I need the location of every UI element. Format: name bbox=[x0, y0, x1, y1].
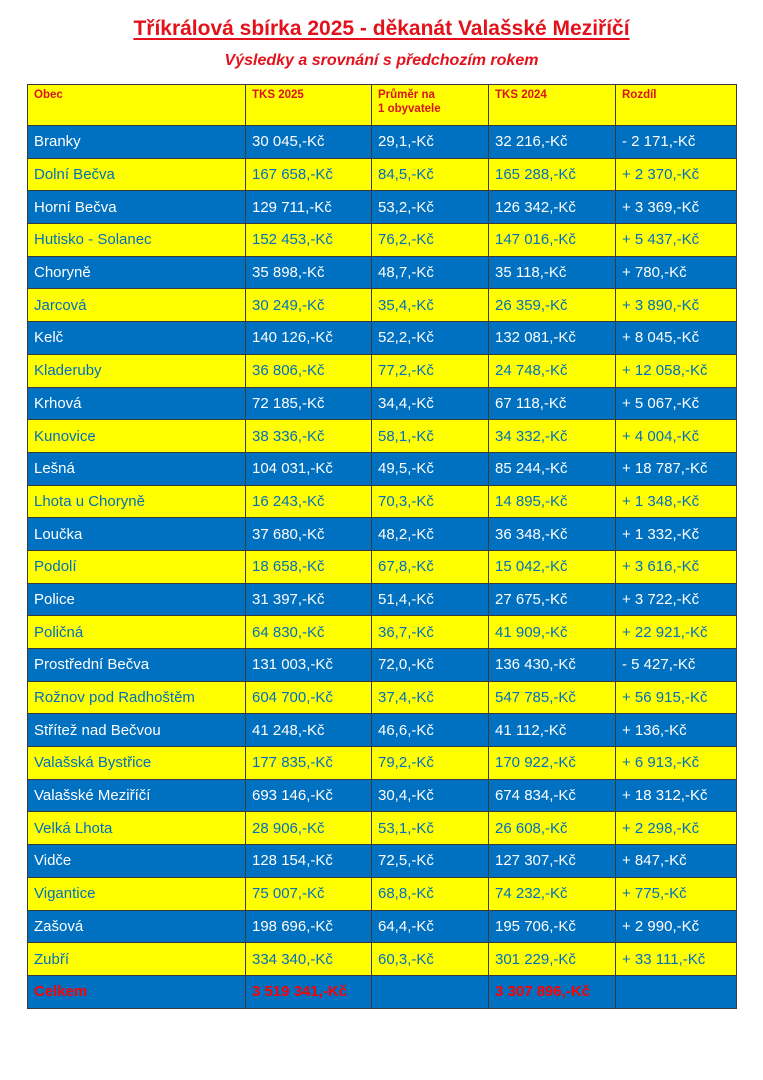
cell-prumer: 52,2,-Kč bbox=[372, 322, 489, 355]
header-rozdil: Rozdíl bbox=[616, 85, 737, 126]
cell-tks-2025: 38 336,-Kč bbox=[246, 420, 372, 453]
table-row bbox=[28, 681, 737, 714]
cell-rozdil: + 8 045,-Kč bbox=[616, 322, 737, 355]
cell-prumer: 48,2,-Kč bbox=[372, 518, 489, 551]
header-tks-2024: TKS 2024 bbox=[489, 85, 616, 126]
table-row bbox=[28, 649, 737, 682]
cell-obec: Podolí bbox=[28, 550, 246, 583]
table-body bbox=[28, 126, 737, 1009]
cell-obec: Valašské Meziříčí bbox=[28, 779, 246, 812]
cell-prumer: 67,8,-Kč bbox=[372, 550, 489, 583]
cell-obec: Valašská Bystřice bbox=[28, 747, 246, 780]
header-prumer: Průměr na 1 obyvatele bbox=[372, 85, 489, 126]
cell-tks-2025: 16 243,-Kč bbox=[246, 485, 372, 518]
cell-obec: Loučka bbox=[28, 518, 246, 551]
cell-tks-2025: 604 700,-Kč bbox=[246, 681, 372, 714]
cell-tks-2025: 30 045,-Kč bbox=[246, 126, 372, 159]
cell-tks-2025: 177 835,-Kč bbox=[246, 747, 372, 780]
cell-obec: Střítež nad Bečvou bbox=[28, 714, 246, 747]
cell-tks-2025: 131 003,-Kč bbox=[246, 649, 372, 682]
page-title: Tříkrálová sbírka 2025 - děkanát Valašské Meziříčí bbox=[133, 17, 630, 40]
cell-rozdil: + 3 616,-Kč bbox=[616, 550, 737, 583]
cell-tks-2025: 140 126,-Kč bbox=[246, 322, 372, 355]
cell-tks-2024: 41 112,-Kč bbox=[489, 714, 616, 747]
cell-rozdil: - 5 427,-Kč bbox=[616, 649, 737, 682]
cell-tks-2024: 301 229,-Kč bbox=[489, 943, 616, 976]
cell-rozdil: + 3 369,-Kč bbox=[616, 191, 737, 224]
cell-tks-2025: 64 830,-Kč bbox=[246, 616, 372, 649]
cell-rozdil: + 56 915,-Kč bbox=[616, 681, 737, 714]
cell-prumer: 34,4,-Kč bbox=[372, 387, 489, 420]
cell-rozdil: - 2 171,-Kč bbox=[616, 126, 737, 159]
cell-tks-2024: 132 081,-Kč bbox=[489, 322, 616, 355]
table-row bbox=[28, 845, 737, 878]
cell-obec: Kladeruby bbox=[28, 354, 246, 387]
cell-tks-2025: 129 711,-Kč bbox=[246, 191, 372, 224]
cell-obec: Kelč bbox=[28, 322, 246, 355]
cell-rozdil: + 2 370,-Kč bbox=[616, 158, 737, 191]
cell-rozdil: + 136,-Kč bbox=[616, 714, 737, 747]
cell-tks-2025: 35 898,-Kč bbox=[246, 256, 372, 289]
cell-prumer: 53,2,-Kč bbox=[372, 191, 489, 224]
cell-prumer: 79,2,-Kč bbox=[372, 747, 489, 780]
cell-obec: Lhota u Choryně bbox=[28, 485, 246, 518]
cell-rozdil: + 1 332,-Kč bbox=[616, 518, 737, 551]
cell-rozdil: + 4 004,-Kč bbox=[616, 420, 737, 453]
cell-tks-2024: 74 232,-Kč bbox=[489, 877, 616, 910]
cell-prumer: 53,1,-Kč bbox=[372, 812, 489, 845]
cell-obec: Krhová bbox=[28, 387, 246, 420]
cell-tks-2024: 34 332,-Kč bbox=[489, 420, 616, 453]
cell-obec: Poličná bbox=[28, 616, 246, 649]
table-row bbox=[28, 322, 737, 355]
cell-rozdil: + 18 787,-Kč bbox=[616, 452, 737, 485]
cell-obec: Vigantice bbox=[28, 877, 246, 910]
total-cell-rozdil bbox=[616, 975, 737, 1008]
cell-tks-2025: 72 185,-Kč bbox=[246, 387, 372, 420]
total-cell-obec: Celkem bbox=[28, 975, 246, 1008]
table-row bbox=[28, 518, 737, 551]
table-row bbox=[28, 550, 737, 583]
cell-obec: Zubří bbox=[28, 943, 246, 976]
cell-obec: Velká Lhota bbox=[28, 812, 246, 845]
cell-tks-2025: 334 340,-Kč bbox=[246, 943, 372, 976]
cell-rozdil: + 33 111,-Kč bbox=[616, 943, 737, 976]
table-row bbox=[28, 224, 737, 257]
total-cell-prumer bbox=[372, 975, 489, 1008]
cell-obec: Lešná bbox=[28, 452, 246, 485]
cell-tks-2025: 30 249,-Kč bbox=[246, 289, 372, 322]
cell-rozdil: + 22 921,-Kč bbox=[616, 616, 737, 649]
cell-rozdil: + 1 348,-Kč bbox=[616, 485, 737, 518]
table-row bbox=[28, 583, 737, 616]
cell-tks-2025: 152 453,-Kč bbox=[246, 224, 372, 257]
cell-prumer: 76,2,-Kč bbox=[372, 224, 489, 257]
cell-tks-2024: 14 895,-Kč bbox=[489, 485, 616, 518]
cell-prumer: 60,3,-Kč bbox=[372, 943, 489, 976]
cell-tks-2024: 67 118,-Kč bbox=[489, 387, 616, 420]
cell-obec: Horní Bečva bbox=[28, 191, 246, 224]
cell-rozdil: + 5 437,-Kč bbox=[616, 224, 737, 257]
cell-prumer: 72,0,-Kč bbox=[372, 649, 489, 682]
cell-rozdil: + 3 890,-Kč bbox=[616, 289, 737, 322]
cell-tks-2025: 41 248,-Kč bbox=[246, 714, 372, 747]
cell-tks-2024: 147 016,-Kč bbox=[489, 224, 616, 257]
page-subtitle: Výsledky a srovnání s předchozím rokem bbox=[224, 52, 539, 69]
table-row bbox=[28, 420, 737, 453]
table-row bbox=[28, 354, 737, 387]
cell-obec: Police bbox=[28, 583, 246, 616]
cell-prumer: 70,3,-Kč bbox=[372, 485, 489, 518]
header-obec: Obec bbox=[28, 85, 246, 126]
cell-prumer: 35,4,-Kč bbox=[372, 289, 489, 322]
cell-tks-2024: 195 706,-Kč bbox=[489, 910, 616, 943]
cell-prumer: 30,4,-Kč bbox=[372, 779, 489, 812]
cell-prumer: 51,4,-Kč bbox=[372, 583, 489, 616]
cell-tks-2025: 31 397,-Kč bbox=[246, 583, 372, 616]
cell-prumer: 77,2,-Kč bbox=[372, 354, 489, 387]
cell-tks-2024: 27 675,-Kč bbox=[489, 583, 616, 616]
cell-rozdil: + 5 067,-Kč bbox=[616, 387, 737, 420]
cell-prumer: 46,6,-Kč bbox=[372, 714, 489, 747]
cell-tks-2024: 674 834,-Kč bbox=[489, 779, 616, 812]
table-row bbox=[28, 485, 737, 518]
table-row bbox=[28, 126, 737, 159]
cell-obec: Zašová bbox=[28, 910, 246, 943]
cell-prumer: 37,4,-Kč bbox=[372, 681, 489, 714]
table-row bbox=[28, 943, 737, 976]
cell-tks-2025: 167 658,-Kč bbox=[246, 158, 372, 191]
table-row bbox=[28, 256, 737, 289]
table-row bbox=[28, 387, 737, 420]
cell-prumer: 68,8,-Kč bbox=[372, 877, 489, 910]
table-row bbox=[28, 747, 737, 780]
cell-prumer: 29,1,-Kč bbox=[372, 126, 489, 159]
cell-tks-2024: 41 909,-Kč bbox=[489, 616, 616, 649]
header-tks-2025: TKS 2025 bbox=[246, 85, 372, 126]
cell-tks-2024: 15 042,-Kč bbox=[489, 550, 616, 583]
table-header-row bbox=[28, 85, 737, 126]
table-row bbox=[28, 452, 737, 485]
table-row bbox=[28, 779, 737, 812]
cell-tks-2025: 104 031,-Kč bbox=[246, 452, 372, 485]
cell-tks-2025: 28 906,-Kč bbox=[246, 812, 372, 845]
cell-rozdil: + 847,-Kč bbox=[616, 845, 737, 878]
table-row bbox=[28, 812, 737, 845]
cell-tks-2024: 165 288,-Kč bbox=[489, 158, 616, 191]
cell-obec: Rožnov pod Radhoštěm bbox=[28, 681, 246, 714]
cell-tks-2024: 547 785,-Kč bbox=[489, 681, 616, 714]
cell-tks-2025: 693 146,-Kč bbox=[246, 779, 372, 812]
cell-tks-2025: 37 680,-Kč bbox=[246, 518, 372, 551]
cell-tks-2024: 24 748,-Kč bbox=[489, 354, 616, 387]
table-row bbox=[28, 289, 737, 322]
cell-tks-2025: 75 007,-Kč bbox=[246, 877, 372, 910]
table-row bbox=[28, 910, 737, 943]
cell-rozdil: + 3 722,-Kč bbox=[616, 583, 737, 616]
cell-rozdil: + 780,-Kč bbox=[616, 256, 737, 289]
total-cell-tks-2025: 3 519 341,-Kč bbox=[246, 975, 372, 1008]
cell-rozdil: + 775,-Kč bbox=[616, 877, 737, 910]
cell-prumer: 49,5,-Kč bbox=[372, 452, 489, 485]
cell-tks-2024: 127 307,-Kč bbox=[489, 845, 616, 878]
cell-obec: Branky bbox=[28, 126, 246, 159]
cell-rozdil: + 2 298,-Kč bbox=[616, 812, 737, 845]
cell-tks-2024: 36 348,-Kč bbox=[489, 518, 616, 551]
cell-prumer: 72,5,-Kč bbox=[372, 845, 489, 878]
table-row bbox=[28, 714, 737, 747]
table-row bbox=[28, 616, 737, 649]
cell-obec: Jarcová bbox=[28, 289, 246, 322]
cell-obec: Choryně bbox=[28, 256, 246, 289]
cell-rozdil: + 2 990,-Kč bbox=[616, 910, 737, 943]
cell-tks-2024: 170 922,-Kč bbox=[489, 747, 616, 780]
cell-prumer: 58,1,-Kč bbox=[372, 420, 489, 453]
cell-tks-2025: 198 696,-Kč bbox=[246, 910, 372, 943]
cell-prumer: 84,5,-Kč bbox=[372, 158, 489, 191]
cell-tks-2025: 36 806,-Kč bbox=[246, 354, 372, 387]
total-cell-tks-2024: 3 307 896,-Kč bbox=[489, 975, 616, 1008]
cell-tks-2024: 26 359,-Kč bbox=[489, 289, 616, 322]
cell-tks-2024: 35 118,-Kč bbox=[489, 256, 616, 289]
cell-tks-2025: 18 658,-Kč bbox=[246, 550, 372, 583]
cell-tks-2024: 136 430,-Kč bbox=[489, 649, 616, 682]
cell-tks-2025: 128 154,-Kč bbox=[246, 845, 372, 878]
cell-tks-2024: 32 216,-Kč bbox=[489, 126, 616, 159]
cell-obec: Dolní Bečva bbox=[28, 158, 246, 191]
results-table bbox=[27, 84, 737, 1009]
cell-tks-2024: 26 608,-Kč bbox=[489, 812, 616, 845]
cell-prumer: 36,7,-Kč bbox=[372, 616, 489, 649]
total-row bbox=[28, 975, 737, 1008]
cell-rozdil: + 18 312,-Kč bbox=[616, 779, 737, 812]
cell-prumer: 64,4,-Kč bbox=[372, 910, 489, 943]
cell-obec: Prostřední Bečva bbox=[28, 649, 246, 682]
cell-rozdil: + 6 913,-Kč bbox=[616, 747, 737, 780]
table-row bbox=[28, 877, 737, 910]
cell-rozdil: + 12 058,-Kč bbox=[616, 354, 737, 387]
cell-tks-2024: 126 342,-Kč bbox=[489, 191, 616, 224]
cell-obec: Vidče bbox=[28, 845, 246, 878]
table-row bbox=[28, 191, 737, 224]
cell-obec: Kunovice bbox=[28, 420, 246, 453]
cell-obec: Hutisko - Solanec bbox=[28, 224, 246, 257]
cell-prumer: 48,7,-Kč bbox=[372, 256, 489, 289]
table-row bbox=[28, 158, 737, 191]
cell-tks-2024: 85 244,-Kč bbox=[489, 452, 616, 485]
